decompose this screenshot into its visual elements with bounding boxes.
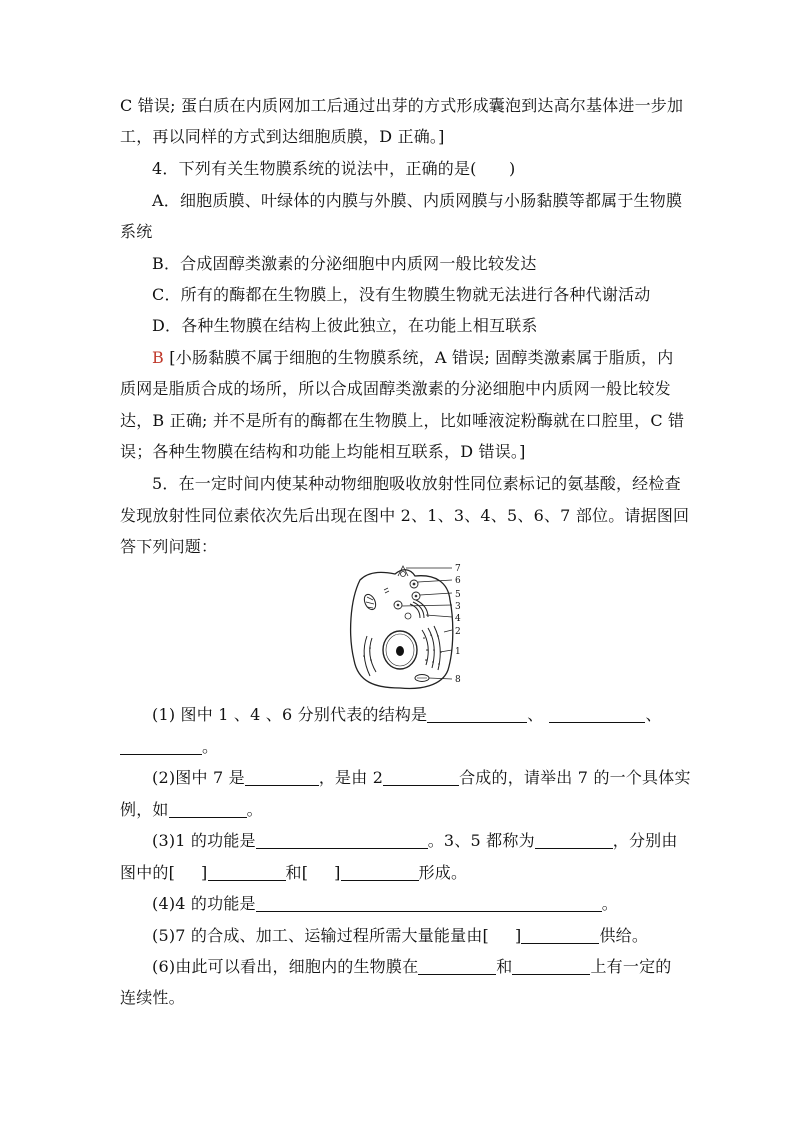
q4-answer-letter: B <box>152 348 164 367</box>
q5-sub2-text-c: 合成的，请举出 7 的一个具体实 <box>459 768 691 787</box>
answer-blank[interactable] <box>535 832 613 849</box>
answer-blank[interactable] <box>120 738 202 755</box>
label-8: 8 <box>455 675 461 685</box>
q5-stem-line-2: 发现放射性同位素依次先后出现在图中 2、1、3、4、5、6、7 部位。请据图回 <box>120 506 690 525</box>
q5-sub4-text: (4)4 的功能是 <box>152 894 256 913</box>
q5-sub2-line-2 <box>120 800 680 820</box>
prev-explanation-line-2: 工，再以同样的方式到达细胞质膜，D 正确。] <box>120 127 445 146</box>
q5-sub1-text: (1) 图中 1 、4 、6 分别代表的结构是 <box>152 705 428 724</box>
q5-sub6-line-1 <box>152 957 712 977</box>
q5-sub1-line-1 <box>152 705 712 725</box>
q5-sub3-text-e: ] <box>201 863 208 882</box>
q5-sub3-text-f: 和[ <box>285 863 309 882</box>
answer-blank[interactable] <box>383 769 459 786</box>
q5-sub3-text-a: (3)1 的功能是 <box>152 831 256 850</box>
answer-blank[interactable] <box>208 864 286 881</box>
answer-blank[interactable] <box>256 895 602 912</box>
q5-sub4-end: 。 <box>601 894 618 913</box>
q5-sub3-text-h: 形成。 <box>418 863 468 882</box>
q5-sub1-line-2 <box>120 737 680 757</box>
q5-sub2-end: 。 <box>246 800 263 819</box>
q5-sub6-text-b: 和 <box>496 957 513 976</box>
golgi-apparatus-4 <box>410 600 428 618</box>
secretory-vesicle-7 <box>401 572 406 577</box>
label-7: 7 <box>455 564 461 574</box>
answer-blank[interactable] <box>418 958 496 975</box>
q5-sub6-text-a: (6)由此可以看出，细胞内的生物膜在 <box>152 957 419 976</box>
q5-stem-line-1: 5．在一定时间内使某种动物细胞吸收放射性同位素标记的氨基酸，经检查 <box>152 474 681 493</box>
mitochondrion <box>362 593 378 612</box>
nucleolus <box>396 646 404 656</box>
label-3: 3 <box>455 602 461 612</box>
animal-cell-diagram <box>340 560 480 695</box>
q5-sub5-text-c: 供给。 <box>599 926 649 945</box>
q4-stem: 4．下列有关生物膜系统的说法中，正确的是( ) <box>152 159 516 178</box>
answer-blank[interactable] <box>521 927 599 944</box>
q4-explanation-line-2: 质网是脂质合成的场所，所以合成固醇类激素的分泌细胞中内质网一般比较发 <box>120 379 671 398</box>
q5-sub5-text-b: ] <box>514 926 522 945</box>
label-6: 6 <box>455 576 461 586</box>
q5-sub3-text-c: ，分别由 <box>612 831 678 850</box>
q5-sub5-line <box>152 926 712 946</box>
prev-explanation-line-1: C 错误; 蛋白质在内质网加工后通过出芽的方式形成囊泡到达高尔基体进一步加 <box>120 96 684 115</box>
q5-sub2-line-1 <box>152 768 712 788</box>
label-5: 5 <box>455 590 461 600</box>
q5-sub4-line <box>152 894 712 914</box>
q5-sub1-sep1: 、 <box>527 705 544 724</box>
q5-sub1-end: 。 <box>202 737 219 756</box>
q4-explanation-line-1 <box>152 348 712 368</box>
cell-membrane <box>351 570 453 689</box>
q5-sub3-text-d: 图中的[ <box>120 863 176 882</box>
label-4: 4 <box>455 614 461 624</box>
answer-blank[interactable] <box>245 769 319 786</box>
q4-option-a: A．细胞质膜、叶绿体的内膜与外膜、内质网膜与小肠黏膜等都属于生物膜 <box>152 191 683 210</box>
q5-sub6-line-2: 连续性。 <box>120 988 185 1007</box>
q5-sub2-text-b: ，是由 2 <box>318 768 384 787</box>
q4-option-c: C．所有的酶都在生物膜上，没有生物膜生物就无法进行各种代谢活动 <box>152 285 651 304</box>
q5-sub2-text-a: (2)图中 7 是 <box>152 768 245 787</box>
q5-sub1-sep2: 、 <box>645 705 662 724</box>
q5-sub3-text-b: 。3、5 都称为 <box>427 831 535 850</box>
q5-sub3-line-2 <box>120 863 680 883</box>
answer-blank[interactable] <box>427 706 527 723</box>
label-2: 2 <box>455 627 461 637</box>
q5-sub6-text-c: 上有一定的 <box>590 957 672 976</box>
answer-blank[interactable] <box>549 706 645 723</box>
answer-blank[interactable] <box>341 864 419 881</box>
q5-sub2-text-d: 例，如 <box>120 800 169 819</box>
q4-option-b: B．合成固醇类激素的分泌细胞中内质网一般比较发达 <box>152 254 537 273</box>
q5-stem-line-3: 答下列问题： <box>120 537 218 556</box>
label-1: 1 <box>455 647 461 657</box>
q4-explanation-line-4: 误；各种生物膜在结构和功能上均能相互联系，D 错误。] <box>120 442 526 461</box>
q5-sub3-line-1 <box>152 831 712 851</box>
answer-blank[interactable] <box>512 958 590 975</box>
answer-blank[interactable] <box>256 832 428 849</box>
q5-sub3-text-g: ] <box>334 863 341 882</box>
q5-sub5-text-a: (5)7 的合成、加工、运输过程所需大量能量由[ <box>152 926 489 945</box>
q4-explanation-text-1: [小肠黏膜不属于细胞的生物膜系统，A 错误; 固醇类激素属于脂质，内 <box>163 348 674 367</box>
q4-option-a-cont: 系统 <box>120 222 153 241</box>
q4-option-d: D．各种生物膜在结构上彼此独立，在功能上相互联系 <box>152 316 538 335</box>
answer-blank[interactable] <box>169 801 247 818</box>
q4-explanation-line-3: 达，B 正确; 并不是所有的酶都在生物膜上，比如唾液淀粉酶就在口腔里，C 错 <box>120 411 685 430</box>
